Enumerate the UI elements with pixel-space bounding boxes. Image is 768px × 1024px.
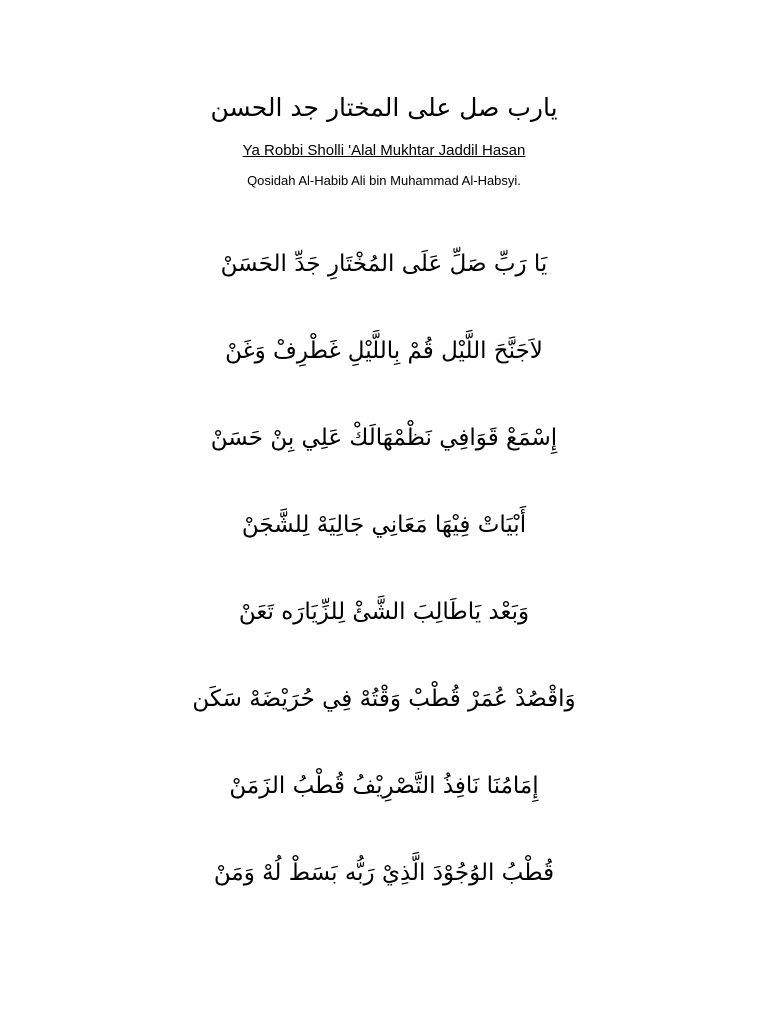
verse-line: لاَجَنَّحَ اللَّيْل قُمْ بِاللَّيْلِ غَطْرِفْ وَغَنْ (225, 338, 543, 364)
verse-list (0, 242, 768, 938)
verse-line: إِمَامُنَا نَافِذُ التَّصْرِيْفُ قُطْبُ الزَمَنْ (229, 773, 539, 799)
verse-line: قُطْبُ الوُجُوْدَ الَّذِيْ رَبُّه بَسَطْ لُهْ وَمَنْ (213, 860, 555, 886)
verse-line: أَبْيَاتْ فِيْهَا مَعَانِي جَالِيَهْ لِلشَّجَنْ (241, 512, 527, 538)
verse-line: وَبَعْد يَاطَالِبَ الشَّئْ لِلزِّيَارَه تَعَنْ (238, 599, 530, 625)
verse-line: يَا رَبِّ صَلِّ عَلَى المُخْتَارِ جَدِّ الحَسَنْ (220, 251, 548, 277)
verse-line: وَاقْصُدْ عُمَرْ قُطْبْ وَقْتُهْ فِي حُرَيْضَهْ سَكَن (192, 686, 576, 712)
verse-line: إِسْمَعْ قَوَافِي نَظْمْهَالَكْ عَلِي بِنْ حَسَنْ (210, 425, 558, 451)
arabic-title: يارب صل على المختار جد الحسن (210, 93, 558, 122)
attribution-subtitle: Qosidah Al-Habib Ali bin Muhammad Al-Habsyi. (247, 173, 521, 188)
transliterated-title: Ya Robbi Sholli 'Alal Mukhtar Jaddil Hasan (242, 142, 526, 159)
